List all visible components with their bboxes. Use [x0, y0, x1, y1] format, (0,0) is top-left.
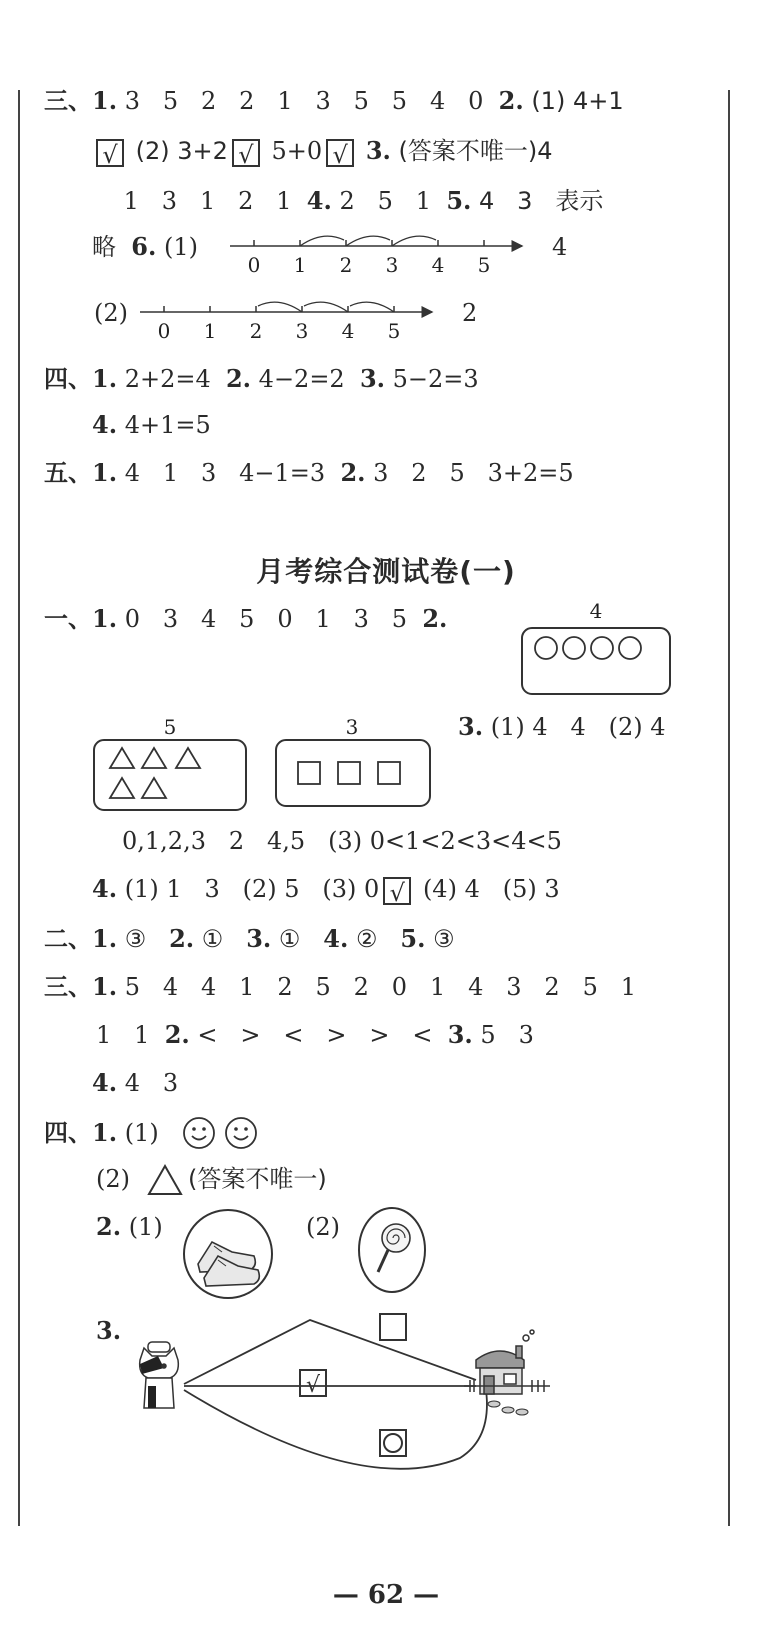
- square-box: [274, 716, 434, 816]
- box-count: 5: [163, 715, 177, 739]
- e4-line-4: 3.: [96, 1316, 122, 1345]
- answer-check-box: √: [326, 139, 354, 167]
- s3-line-3: 1 3 1 2 1 4. 2 5 1 5. 4 3 表示: [116, 186, 604, 215]
- s3-line-5: (2): [94, 299, 128, 327]
- number-line-2: [140, 292, 440, 342]
- tick-label: 2: [249, 319, 263, 343]
- e2-line: 二、1. ③ 2. ① 3. ① 4. ② 5. ③: [44, 924, 455, 953]
- square-shape: [298, 762, 320, 784]
- e1-line-3: 3. (1) 4 4 (2) 4: [458, 712, 666, 741]
- s4-line-2: 4. 4+1=5: [92, 410, 211, 439]
- triangle-shape: [142, 778, 166, 798]
- box-count: 4: [589, 599, 603, 623]
- left-margin-line: [18, 90, 20, 1526]
- answer-check-box: √: [232, 139, 260, 167]
- right-margin-line: [728, 90, 730, 1526]
- jump-arc: [346, 236, 390, 246]
- upper-route: [184, 1320, 476, 1384]
- e4-line-1: 四、1. (1): [44, 1118, 159, 1147]
- route-check: √: [305, 1373, 321, 1398]
- s4-line-1: 四、1. 2+2=4 2. 4−2=2 3. 5−2=3: [44, 364, 479, 393]
- s3-line-4: 略 6. (1): [92, 232, 198, 261]
- square-shape: [378, 762, 400, 784]
- answer-square: [380, 1314, 406, 1340]
- answer-check-box: √: [96, 139, 124, 167]
- lollipop-icon: [356, 1206, 432, 1296]
- e1-line-5: 4. (1) 1 3 (2) 5 (3) 0 √ (4) 4 (5) 3: [92, 874, 560, 907]
- circle-shape: [619, 637, 641, 659]
- tick-label: 1: [203, 319, 217, 343]
- stepping-stones: [488, 1401, 528, 1415]
- e4-line-2: (2): [96, 1165, 130, 1193]
- tick-label: 3: [385, 253, 399, 277]
- e4-line-3b: (2): [306, 1213, 340, 1241]
- route-diagram: [120, 1308, 560, 1478]
- s3-line-4-result: 4: [552, 233, 568, 261]
- s5-line: 五、1. 4 1 3 4−1=3 2. 3 2 5 3+2=5: [44, 458, 574, 487]
- triangle-shape: [142, 748, 166, 768]
- circle-shape: [591, 637, 613, 659]
- tick-label: 0: [247, 253, 261, 277]
- circle-box: [520, 598, 680, 698]
- shoes-icon: [182, 1206, 272, 1302]
- e3-line-1: 三、1. 5 4 4 1 2 5 2 0 1 4 3 2 5 1: [44, 972, 636, 1001]
- square-shape: [338, 762, 360, 784]
- tick-label: 0: [157, 319, 171, 343]
- e1-line-1: 一、1. 0 3 4 5 0 1 3 5 2.: [44, 604, 448, 633]
- tick-label: 5: [387, 319, 401, 343]
- smiley-faces: [182, 1116, 272, 1152]
- e4-line-3: 2. (1): [96, 1212, 163, 1241]
- s3-line-2: √ (2) 3+2 √ 5+0 √ 3. (答案不唯一)4: [92, 136, 553, 167]
- number-line-1: [230, 226, 530, 276]
- page-footer: — 62 —: [332, 1580, 440, 1610]
- triangle-shape: [110, 748, 134, 768]
- jump-arc: [304, 302, 348, 312]
- jump-arc: [392, 236, 436, 246]
- box-count: 3: [345, 715, 359, 739]
- tick-label: 2: [339, 253, 353, 277]
- jump-arc: [300, 236, 344, 246]
- e4-line-2-note: (答案不唯一): [188, 1165, 327, 1193]
- page-number: 62: [367, 1580, 405, 1610]
- triangle-icon: [146, 1162, 186, 1198]
- e3-line-2: 1 1 2. < > < > > < 3. 5 3: [96, 1020, 534, 1049]
- s3-line-5-result: 2: [462, 299, 478, 327]
- test-title: 月考综合测试卷(一): [256, 555, 516, 588]
- answer-check-box: √: [383, 877, 411, 905]
- tick-label: 4: [341, 319, 355, 343]
- smiley-face-icon: [226, 1118, 256, 1148]
- triangle-box: [92, 716, 252, 816]
- triangle-shape: [176, 748, 200, 768]
- e1-line-4: 0,1,2,3 2 4,5 (3) 0<1<2<3<4<5: [122, 827, 562, 855]
- tick-label: 1: [293, 253, 307, 277]
- cat-icon: [140, 1342, 179, 1408]
- jump-arc: [350, 302, 394, 312]
- jump-arc: [258, 302, 302, 312]
- house-icon: [464, 1330, 550, 1394]
- circle-shape: [563, 637, 585, 659]
- lower-route: [184, 1390, 487, 1469]
- triangle-shape: [110, 778, 134, 798]
- tick-label: 4: [431, 253, 445, 277]
- circle-shape: [535, 637, 557, 659]
- e3-line-3: 4. 4 3: [92, 1068, 179, 1097]
- tick-label: 3: [295, 319, 309, 343]
- s3-line-1: 三、1. 3 5 2 2 1 3 5 5 4 0 2. (1) 4+1: [44, 86, 624, 115]
- tick-label: 5: [477, 253, 491, 277]
- smiley-face-icon: [184, 1118, 214, 1148]
